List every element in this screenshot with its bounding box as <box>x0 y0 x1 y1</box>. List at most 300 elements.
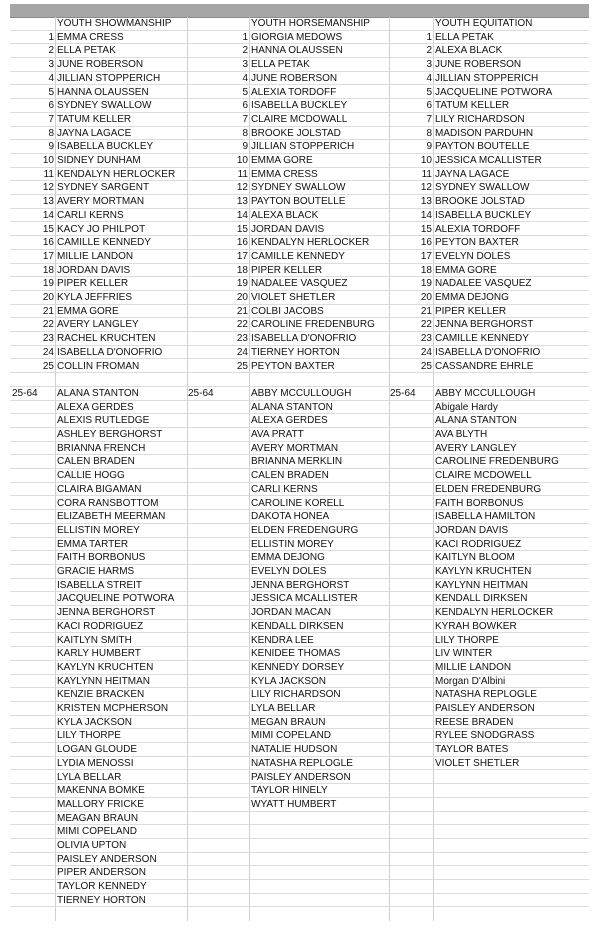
placing-number: 15 <box>236 223 248 235</box>
placing-number: 17 <box>236 250 248 262</box>
exhibitor-name: LILY RICHARDSON <box>251 689 341 701</box>
placing-number: 23 <box>236 333 248 345</box>
exhibitor-name: CARLI KERNS <box>251 483 318 495</box>
placing-number: 7 <box>426 113 432 125</box>
table-row <box>10 551 589 565</box>
table-row <box>10 634 589 648</box>
exhibitor-name: JUNE ROBERSON <box>251 72 338 84</box>
section-heading-row <box>10 17 589 31</box>
exhibitor-name: PAYTON BOUTELLE <box>251 196 346 208</box>
exhibitor-name: EMMA DEJONG <box>435 292 509 303</box>
exhibitor-name: EMMA GORE <box>57 305 119 317</box>
placing-number: 21 <box>420 305 432 317</box>
exhibitor-name: KYLA JACKSON <box>57 716 133 728</box>
exhibitor-name: CLAIRA BIGAMAN <box>57 483 142 495</box>
exhibitor-name: BRIANNA FRENCH <box>57 442 146 454</box>
table-row <box>10 360 589 374</box>
exhibitor-name: ISABELLA STREIT <box>57 579 143 591</box>
exhibitor-name: AVA PRATT <box>251 429 304 440</box>
table-row <box>10 291 589 305</box>
exhibitor-name: JORDAN DAVIS <box>57 264 131 276</box>
exhibitor-name: TAYLOR KENNEDY <box>57 881 147 893</box>
table-row <box>10 428 589 442</box>
exhibitor-name: ISABELLA BUCKLEY <box>57 141 154 153</box>
table-row <box>10 455 589 469</box>
table-row <box>10 168 589 182</box>
exhibitor-name: CLAIRE MCDOWELL <box>435 470 532 482</box>
placing-number: 1 <box>242 31 248 43</box>
placing-number: 25 <box>420 360 432 372</box>
placing-number: 12 <box>420 182 432 194</box>
exhibitor-name: KENDALYN HERLOCKER <box>435 607 554 619</box>
exhibitor-name: ALEXA GERDES <box>251 415 328 427</box>
placing-number: 24 <box>42 346 54 358</box>
placing-number: 18 <box>420 264 432 276</box>
placing-number: 3 <box>48 59 54 71</box>
table-row <box>10 771 589 785</box>
placing-number: 24 <box>236 346 248 358</box>
exhibitor-name: JACQUELINE POTWORA <box>435 86 553 98</box>
exhibitor-name: KENDRA LEE <box>251 634 314 646</box>
placing-number: 11 <box>237 168 248 180</box>
exhibitor-name: AVERY MORTMAN <box>251 442 339 454</box>
placing-number: 25 <box>236 360 248 372</box>
exhibitor-name: MILLIE LANDON <box>57 250 134 262</box>
table-row <box>10 209 589 223</box>
table-row <box>10 442 589 456</box>
placing-number: 4 <box>242 72 248 84</box>
exhibitor-name: ALANA STANTON <box>57 387 139 399</box>
exhibitor-name: KAYLYN KRUCHTEN <box>435 566 532 577</box>
exhibitor-name: KENDALL DIRKSEN <box>435 593 528 605</box>
exhibitor-name: ISABELLA HAMILTON <box>435 511 536 523</box>
placing-number: 7 <box>48 113 54 125</box>
exhibitor-name: KENIDEE THOMAS <box>251 648 341 660</box>
placing-number: 19 <box>236 278 248 290</box>
table-row <box>10 894 589 908</box>
exhibitor-name: MAKENNA BOMKE <box>57 785 145 797</box>
exhibitor-name: BRIANNA MERKLIN <box>251 456 343 468</box>
exhibitor-name: EVELYN DOLES <box>435 250 511 262</box>
exhibitor-name: AVA BLYTH <box>435 429 488 440</box>
exhibitor-name: JESSICA MCALLISTER <box>251 593 358 605</box>
exhibitor-name: EMMA CRESS <box>57 31 124 43</box>
placing-number: 11 <box>421 168 432 180</box>
exhibitor-name: KAITLYN SMITH <box>57 634 132 646</box>
exhibitor-name: JUNE ROBERSON <box>57 59 144 71</box>
exhibitor-name: JAYNA LAGACE <box>57 127 132 139</box>
exhibitor-name: LIV WINTER <box>435 648 493 660</box>
exhibitor-name: ALEXIA TORDOFF <box>251 86 337 98</box>
placing-number: 10 <box>236 155 248 166</box>
exhibitor-name: CAROLINE KORELL <box>251 497 345 509</box>
exhibitor-name: COLBI JACOBS <box>251 305 324 317</box>
exhibitor-name: PAISLEY ANDERSON <box>251 771 351 783</box>
exhibitor-name: KENZIE BRACKEN <box>57 689 145 701</box>
exhibitor-name: EMMA GORE <box>251 155 313 166</box>
exhibitor-name: BROOKE JOLSTAD <box>435 196 525 208</box>
exhibitor-name: CALEN BRADEN <box>57 456 135 468</box>
table-row <box>10 31 589 45</box>
exhibitor-name: RACHEL KRUCHTEN <box>57 333 156 345</box>
placing-number: 8 <box>426 127 432 139</box>
placing-number: 6 <box>426 100 432 112</box>
exhibitor-name: KARLY HUMBERT <box>57 648 141 660</box>
exhibitor-name: CALEN BRADEN <box>251 470 329 482</box>
table-row <box>10 72 589 86</box>
exhibitor-name: ABBY MCCULLOUGH <box>435 387 536 399</box>
exhibitor-name: CORA RANSBOTTOM <box>57 497 159 509</box>
placing-number: 12 <box>42 182 54 194</box>
table-row <box>10 812 589 826</box>
exhibitor-name: ELLISTIN MOREY <box>57 524 140 536</box>
table-row <box>10 510 589 524</box>
placing-number: 3 <box>242 59 248 71</box>
exhibitor-name: VIOLET SHETLER <box>435 757 520 769</box>
table-row <box>10 332 589 346</box>
exhibitor-name: ELLA PETAK <box>251 59 310 71</box>
table-row <box>10 44 589 58</box>
table-row <box>10 675 589 689</box>
exhibitor-name: CALLIE HOGG <box>57 470 125 482</box>
exhibitor-name: ALANA STANTON <box>251 401 333 413</box>
exhibitor-name: GIORGIA MEDOWS <box>251 31 343 43</box>
exhibitor-name: TIERNEY HORTON <box>57 894 146 906</box>
placing-number: 2 <box>426 45 432 57</box>
exhibitor-name: FAITH BORBONUS <box>435 497 524 509</box>
placing-number: 16 <box>236 237 248 249</box>
exhibitor-name: RYLEE SNODGRASS <box>435 730 535 742</box>
exhibitor-name: LYLA BELLAR <box>57 771 122 783</box>
table-row <box>10 538 589 552</box>
table-row <box>10 620 589 634</box>
table-row <box>10 729 589 743</box>
exhibitor-name: KYLA JACKSON <box>251 675 327 687</box>
exhibitor-name: TATUM KELLER <box>57 113 132 125</box>
placing-number: 10 <box>42 155 54 166</box>
exhibitor-name: ISABELLA D'ONOFRIO <box>251 333 357 345</box>
placing-range-label: 25-64 <box>12 387 38 399</box>
exhibitor-name: ISABELLA D'ONOFRIO <box>435 346 541 358</box>
placing-number: 23 <box>42 333 54 345</box>
exhibitor-name: JENNA BERGHORST <box>57 607 156 619</box>
exhibitor-name: LILY THORPE <box>57 730 121 742</box>
placing-number: 9 <box>48 141 54 153</box>
exhibitor-name: AVERY LANGLEY <box>57 319 139 331</box>
exhibitor-name: HANNA OLAUSSEN <box>57 86 149 98</box>
table-row <box>10 401 589 415</box>
placing-number: 21 <box>42 305 54 317</box>
exhibitor-name: KYRAH BOWKER <box>435 620 517 632</box>
exhibitor-name: MIMI COPELAND <box>57 826 138 838</box>
exhibitor-name: LYLA BELLAR <box>251 703 316 714</box>
exhibitor-name: KAYLYNN HEITMAN <box>435 579 528 591</box>
exhibitor-name: KAITLYN BLOOM <box>435 552 515 564</box>
exhibitor-name: EMMA GORE <box>435 264 497 276</box>
exhibitor-name: JUNE ROBERSON <box>435 59 522 71</box>
exhibitor-name: CAMILLE KENNEDY <box>251 250 345 262</box>
exhibitor-name: JESSICA MCALLISTER <box>435 155 542 166</box>
table-row <box>10 469 589 483</box>
class-heading: YOUTH SHOWMANSHIP <box>57 18 172 29</box>
placing-number: 23 <box>420 333 432 345</box>
exhibitor-name: CAROLINE FREDENBURG <box>251 319 375 331</box>
exhibitor-name: CASSANDRE EHRLE <box>435 360 534 372</box>
exhibitor-name: SYDNEY SWALLOW <box>435 182 530 194</box>
table-row <box>10 688 589 702</box>
exhibitor-name: JENNA BERGHORST <box>251 579 350 591</box>
exhibitor-name: MIMI COPELAND <box>251 730 332 742</box>
exhibitor-name: ELIZABETH MEERMAN <box>57 511 166 523</box>
table-row <box>10 839 589 853</box>
exhibitor-name: PEYTON BAXTER <box>435 237 519 249</box>
exhibitor-name: CAMILLE KENNEDY <box>57 237 151 249</box>
exhibitor-name: ELDEN FREDENGURG <box>251 524 359 536</box>
exhibitor-name: JORDAN MACAN <box>251 607 332 619</box>
exhibitor-name: MADISON PARDUHN <box>435 127 534 139</box>
exhibitor-name: KENNEDY DORSEY <box>251 661 345 673</box>
exhibitor-name: MALLORY FRICKE <box>57 798 144 810</box>
exhibitor-name: NATASHA REPLOGLE <box>251 757 353 769</box>
placing-number: 25 <box>42 360 54 372</box>
exhibitor-name: ALEXIS RUTLEDGE <box>57 415 150 427</box>
exhibitor-name: OLIVIA UPTON <box>57 840 127 851</box>
exhibitor-name: BROOKE JOLSTAD <box>251 127 341 139</box>
exhibitor-name: MEAGAN BRAUN <box>57 812 139 824</box>
placing-number: 4 <box>426 72 432 84</box>
exhibitor-name: KENDALYN HERLOCKER <box>57 168 176 180</box>
exhibitor-name: TIERNEY HORTON <box>251 346 340 358</box>
exhibitor-name: JACQUELINE POTWORA <box>57 593 175 605</box>
exhibitor-name: ALEXA GERDES <box>57 401 134 413</box>
exhibitor-name: PIPER KELLER <box>251 264 323 276</box>
placing-number: 21 <box>236 305 248 317</box>
table-row <box>10 127 589 141</box>
class-heading: YOUTH HORSEMANSHIP <box>251 18 370 29</box>
placing-number: 17 <box>420 250 432 262</box>
exhibitor-name: Morgan D'Albini <box>435 675 506 687</box>
exhibitor-name: EMMA TARTER <box>57 538 129 550</box>
exhibitor-name: LOGAN GLOUDE <box>57 744 138 756</box>
placing-range-label: 25-64 <box>188 387 214 399</box>
placing-number: 22 <box>42 319 54 331</box>
table-row <box>10 181 589 195</box>
placing-number: 20 <box>42 292 54 303</box>
column-header-bar <box>10 4 589 18</box>
placing-number: 24 <box>420 346 432 358</box>
placing-number: 14 <box>236 209 248 221</box>
exhibitor-name: KRISTEN MCPHERSON <box>57 703 169 714</box>
exhibitor-name: AVERY MORTMAN <box>57 196 145 208</box>
placing-number: 4 <box>48 72 54 84</box>
table-row <box>10 223 589 237</box>
exhibitor-name: KACI RODRIGUEZ <box>57 620 144 632</box>
exhibitor-name: NATASHA REPLOGLE <box>435 689 537 701</box>
exhibitor-name: PEYTON BAXTER <box>251 360 335 372</box>
placing-number: 18 <box>236 264 248 276</box>
table-row <box>10 798 589 812</box>
exhibitor-name: PAISLEY ANDERSON <box>435 703 535 714</box>
exhibitor-name: LILY THORPE <box>435 634 499 646</box>
exhibitor-name: ALEXA BLACK <box>251 209 319 221</box>
placing-number: 15 <box>42 223 54 235</box>
exhibitor-name: DAKOTA HONEA <box>251 511 330 523</box>
exhibitor-name: JORDAN DAVIS <box>435 524 509 536</box>
table-row <box>10 716 589 730</box>
placing-number: 14 <box>42 209 54 221</box>
exhibitor-name: ELLA PETAK <box>435 31 494 43</box>
exhibitor-name: HANNA OLAUSSEN <box>251 45 343 57</box>
exhibitor-name: LYDIA MENOSSI <box>57 757 134 769</box>
placing-number: 14 <box>420 209 432 221</box>
exhibitor-name: JENNA BERGHORST <box>435 319 534 331</box>
placing-number: 20 <box>236 292 248 303</box>
exhibitor-name: TAYLOR BATES <box>435 744 509 756</box>
exhibitor-name: JILLIAN STOPPERICH <box>435 72 539 84</box>
table-row <box>10 483 589 497</box>
placing-number: 8 <box>242 127 248 139</box>
exhibitor-name: GRACIE HARMS <box>57 566 135 577</box>
placing-number: 20 <box>420 292 432 303</box>
exhibitor-name: JILLIAN STOPPERICH <box>251 141 355 153</box>
placing-number: 7 <box>242 113 248 125</box>
exhibitor-name: NADALEE VASQUEZ <box>251 278 348 290</box>
table-row <box>10 743 589 757</box>
exhibitor-name: ISABELLA BUCKLEY <box>435 209 532 221</box>
exhibitor-name: PAISLEY ANDERSON <box>57 853 157 865</box>
exhibitor-name: NATALIE HUDSON <box>251 744 338 756</box>
table-row <box>10 373 589 387</box>
exhibitor-name: FAITH BORBONUS <box>57 552 146 564</box>
exhibitor-name: KACI RODRIGUEZ <box>435 538 522 550</box>
exhibitor-name: ISABELLA D'ONOFRIO <box>57 346 163 358</box>
table-row <box>10 236 589 250</box>
placing-number: 16 <box>420 237 432 249</box>
placing-number: 18 <box>42 264 54 276</box>
table-row <box>10 414 589 428</box>
exhibitor-name: PIPER ANDERSON <box>57 867 146 879</box>
table-row <box>10 264 589 278</box>
table-row <box>10 58 589 72</box>
exhibitor-name: EMMA DEJONG <box>251 552 325 564</box>
placing-number: 17 <box>42 250 54 262</box>
placing-number: 22 <box>420 319 432 331</box>
placing-number: 1 <box>48 31 54 43</box>
exhibitor-name: LILY RICHARDSON <box>435 113 525 125</box>
placing-number: 13 <box>42 196 54 208</box>
table-row <box>10 277 589 291</box>
table-row <box>10 305 589 319</box>
exhibitor-name: CLAIRE MCDOWALL <box>251 113 348 125</box>
table-row <box>10 757 589 771</box>
exhibitor-name: KENDALYN HERLOCKER <box>251 237 370 249</box>
exhibitor-name: MILLIE LANDON <box>435 661 512 673</box>
table-row <box>10 565 589 579</box>
exhibitor-name: KAYLYN KRUCHTEN <box>57 661 154 673</box>
class-heading: YOUTH EQUITATION <box>435 18 533 29</box>
placing-number: 9 <box>426 141 432 153</box>
placing-number: 2 <box>48 45 54 57</box>
exhibitor-name: ISABELLA BUCKLEY <box>251 100 348 112</box>
placing-number: 22 <box>236 319 248 331</box>
table-row <box>10 497 589 511</box>
exhibitor-name: ASHLEY BERGHORST <box>57 429 163 440</box>
exhibitor-name: KENDALL DIRKSEN <box>251 620 344 632</box>
exhibitor-name: TATUM KELLER <box>435 100 510 112</box>
table-row <box>10 86 589 100</box>
placing-number: 2 <box>242 45 248 57</box>
exhibitor-name: PIPER KELLER <box>435 305 507 317</box>
table-row <box>10 880 589 894</box>
exhibitor-name: NADALEE VASQUEZ <box>435 278 532 290</box>
table-row <box>10 606 589 620</box>
exhibitor-name: KYLA JEFFRIES <box>57 292 133 303</box>
table-row <box>10 154 589 168</box>
placing-number: 1 <box>426 31 432 43</box>
exhibitor-name: SIDNEY DUNHAM <box>57 155 141 166</box>
table-row <box>10 195 589 209</box>
placing-number: 3 <box>426 59 432 71</box>
placing-number: 10 <box>420 155 432 166</box>
table-row <box>10 387 589 401</box>
placing-number: 8 <box>48 127 54 139</box>
placing-number: 6 <box>242 100 248 112</box>
exhibitor-name: MEGAN BRAUN <box>251 716 326 728</box>
placing-number: 11 <box>43 168 54 180</box>
table-row <box>10 825 589 839</box>
table-row <box>10 661 589 675</box>
table-row <box>10 579 589 593</box>
exhibitor-name: JORDAN DAVIS <box>251 223 325 235</box>
exhibitor-name: SYDNEY SARGENT <box>57 182 150 194</box>
table-row <box>10 866 589 880</box>
exhibitor-name: ABBY MCCULLOUGH <box>251 387 352 399</box>
exhibitor-name: ALANA STANTON <box>435 415 517 427</box>
placing-number: 5 <box>48 86 54 98</box>
table-row <box>10 318 589 332</box>
exhibitor-name: SYDNEY SWALLOW <box>251 182 346 194</box>
exhibitor-name: JAYNA LAGACE <box>435 168 510 180</box>
table-row <box>10 99 589 113</box>
table-row <box>10 592 589 606</box>
exhibitor-name: Abigale Hardy <box>435 401 498 413</box>
exhibitor-name: VIOLET SHETLER <box>251 292 336 303</box>
exhibitor-name: JILLIAN STOPPERICH <box>57 72 161 84</box>
table-row <box>10 702 589 716</box>
exhibitor-name: ELDEN FREDENBURG <box>435 483 542 495</box>
exhibitor-name: CARLI KERNS <box>57 209 124 221</box>
table-row <box>10 140 589 154</box>
exhibitor-name: ALEXIA TORDOFF <box>435 223 521 235</box>
exhibitor-name: REESE BRADEN <box>435 716 514 728</box>
placing-number: 5 <box>242 86 248 98</box>
exhibitor-name: PIPER KELLER <box>57 278 129 290</box>
placing-number: 12 <box>236 182 248 194</box>
table-row <box>10 853 589 867</box>
exhibitor-name: AVERY LANGLEY <box>435 442 517 454</box>
exhibitor-name: KACY JO PHILPOT <box>57 223 146 235</box>
placing-number: 19 <box>42 278 54 290</box>
exhibitor-name: ALEXA BLACK <box>435 45 503 57</box>
table-row <box>10 524 589 538</box>
exhibitor-name: SYDNEY SWALLOW <box>57 100 152 112</box>
table-row <box>10 113 589 127</box>
table-row <box>10 250 589 264</box>
exhibitor-name: EVELYN DOLES <box>251 566 327 577</box>
placing-number: 15 <box>420 223 432 235</box>
placing-range-label: 25-64 <box>390 387 416 399</box>
exhibitor-name: CAROLINE FREDENBURG <box>435 456 559 468</box>
